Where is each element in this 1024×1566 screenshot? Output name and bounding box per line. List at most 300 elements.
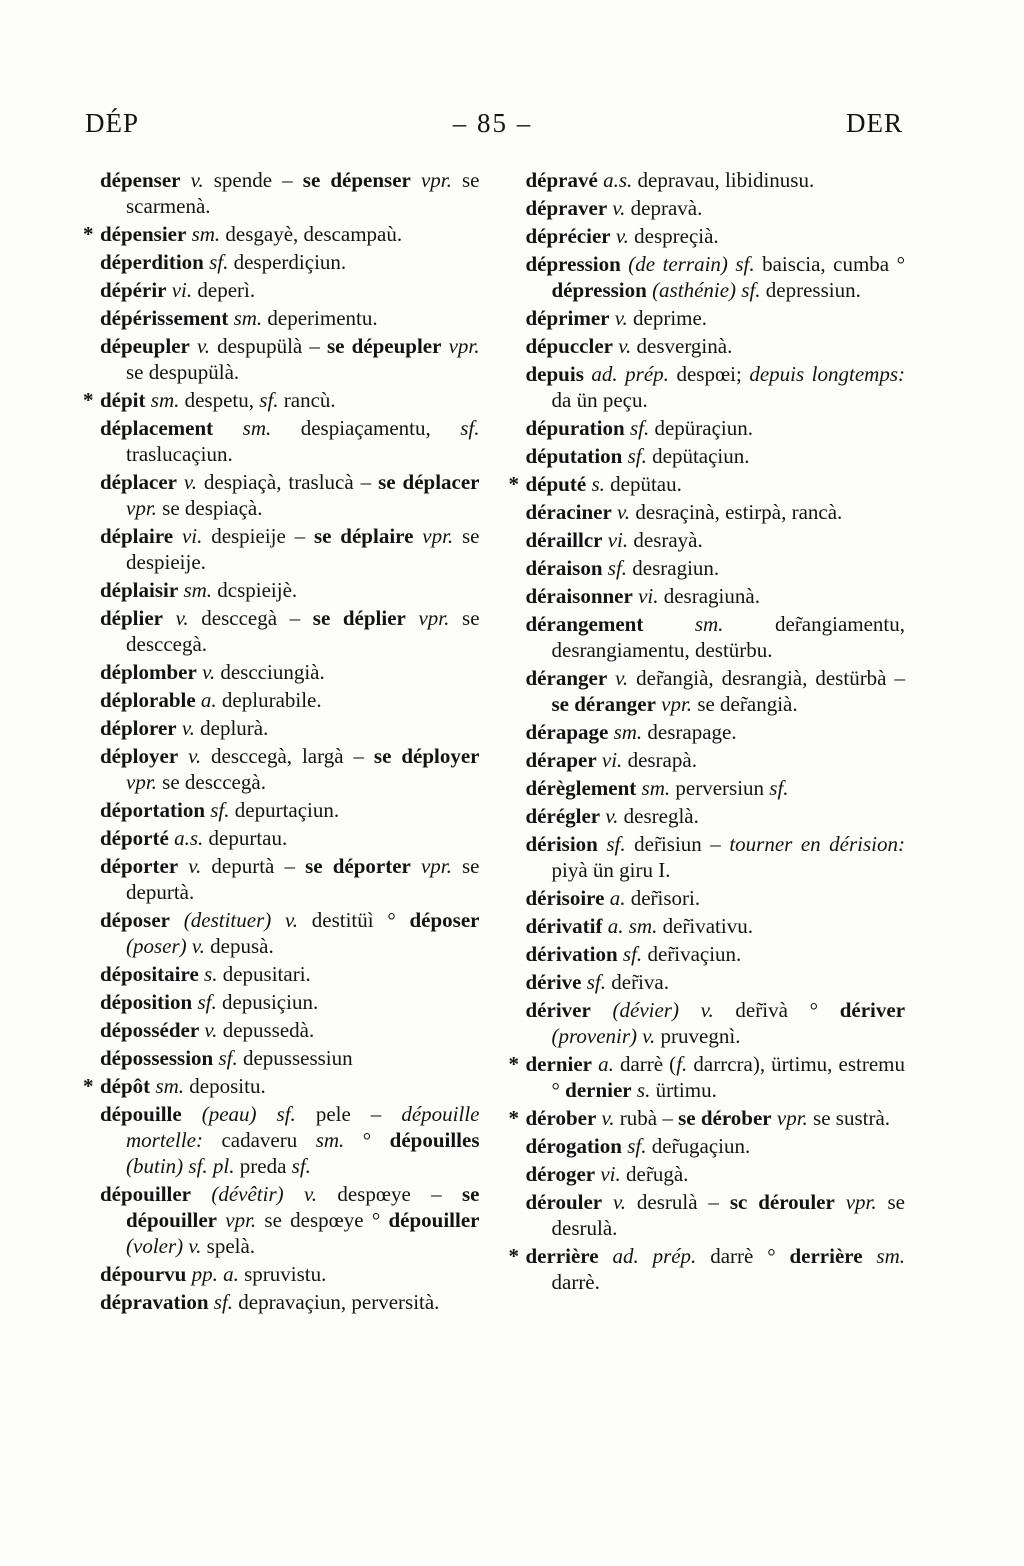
entry-translation: deperì.	[192, 278, 256, 302]
grammar-tag: vi.	[173, 524, 203, 548]
grammar-tag: sf.	[769, 776, 789, 800]
entry-headword: derrière	[525, 1244, 599, 1268]
grammar-tag: vpr.	[410, 854, 452, 878]
homonym-asterisk: *	[83, 388, 94, 412]
entry-translation: desragiun.	[627, 556, 720, 580]
dictionary-entry	[526, 223, 906, 249]
entry-headword: député	[525, 472, 587, 496]
grammar-tag: pp. a.	[186, 1262, 239, 1286]
grammar-tag: v.	[607, 196, 626, 220]
entry-translation: depussessiun	[237, 1046, 353, 1070]
entry-translation: spruvistu.	[238, 1262, 327, 1286]
entry-translation: perversiun	[670, 776, 770, 800]
header-right-guideword: DER	[845, 108, 903, 138]
grammar-tag: a.	[591, 1052, 614, 1076]
page-number: – 85 –	[452, 108, 533, 138]
dictionary-entry	[526, 1161, 906, 1187]
entry-translation: darrcra), ürtimu, estremu °	[551, 1052, 906, 1102]
grammar-tag: vpr.	[126, 770, 157, 794]
grammar-tag: sf.	[213, 1046, 238, 1070]
grammar-tag: a.s.	[597, 168, 633, 192]
entry-headword: déprécier	[525, 224, 611, 248]
dictionary-entry	[526, 499, 906, 525]
grammar-tag: v.	[611, 500, 631, 524]
grammar-tag: a.	[195, 688, 217, 712]
entry-translation: der̃ivaçiun.	[642, 942, 742, 966]
dictionary-entry	[526, 251, 906, 303]
grammar-tag: depuis longtemps:	[749, 362, 906, 386]
entry-translation: depositu.	[184, 1074, 266, 1098]
entry-headword: déposer	[100, 908, 170, 932]
dictionary-entry	[100, 1261, 480, 1287]
grammar-tag: sm.	[862, 1244, 905, 1268]
grammar-tag: v.	[180, 168, 204, 192]
entry-headword: dépouilles	[389, 1128, 480, 1152]
entry-headword: dériver	[839, 998, 906, 1022]
entry-translation: cadaveru	[202, 1128, 316, 1152]
grammar-tag: a.s.	[168, 826, 204, 850]
grammar-tag: vi.	[166, 278, 193, 302]
dictionary-entry	[526, 1189, 906, 1241]
entry-headword: depuis	[525, 362, 584, 386]
entry-headword: se dérober	[678, 1106, 772, 1130]
dictionary-entry	[100, 989, 480, 1015]
dictionary-entry	[526, 803, 906, 829]
entry-translation: depressiun.	[760, 278, 861, 302]
entry-translation: baiscia, cumba °	[754, 252, 905, 276]
grammar-tag: v.	[607, 666, 629, 690]
entry-translation: spende –	[203, 168, 303, 192]
grammar-tag: v.	[176, 470, 197, 494]
entry-translation: rubà –	[614, 1106, 679, 1130]
dictionary-entry	[526, 719, 906, 745]
entry-headword: déraciner	[525, 500, 612, 524]
entry-headword: se déplacer	[378, 470, 480, 494]
dictionary-entry	[83, 1073, 480, 1099]
dictionary-entry	[526, 583, 906, 609]
entry-headword: déplorable	[100, 688, 196, 712]
entry-translation: se desccegà.	[156, 770, 266, 794]
dictionary-entry	[100, 825, 480, 851]
grammar-tag: sf.	[203, 250, 229, 274]
entry-translation: se despœye °	[256, 1208, 389, 1232]
entry-headword: dépouiller	[100, 1182, 192, 1206]
grammar-tag: vi.	[632, 584, 659, 608]
grammar-tag: sm.	[608, 720, 643, 744]
grammar-tag: (poser) v.	[126, 934, 205, 958]
entry-headword: déraisonner	[525, 584, 633, 608]
entry-headword: dérivation	[525, 942, 618, 966]
dictionary-entry	[526, 415, 906, 441]
entry-headword: dérogation	[525, 1134, 622, 1158]
entry-headword: dépositaire	[100, 962, 199, 986]
entry-translation: depurtaçiun.	[229, 798, 340, 822]
grammar-tag: vpr.	[405, 606, 450, 630]
entry-translation: darrè °	[696, 1244, 790, 1268]
dictionary-entry	[100, 1181, 480, 1259]
entry-translation: desrulà –	[626, 1190, 730, 1214]
grammar-tag: vpr.	[771, 1106, 808, 1130]
entry-translation: depravau, libidinusu.	[632, 168, 815, 192]
entry-headword: dépression	[551, 278, 647, 302]
entry-headword: dérèglement	[525, 776, 637, 800]
homonym-asterisk: *	[508, 1052, 519, 1076]
grammar-tag: vpr.	[413, 524, 454, 548]
entry-translation: despœi;	[668, 362, 750, 386]
entry-translation: ürtimu.	[650, 1078, 717, 1102]
entry-translation: depravà.	[625, 196, 703, 220]
grammar-tag: (dévier) v.	[590, 998, 714, 1022]
dictionary-entry	[526, 885, 906, 911]
grammar-tag: sm.	[636, 776, 671, 800]
entry-translation: deperimentu.	[262, 306, 378, 330]
entry-translation: se desrulà.	[551, 1190, 906, 1240]
grammar-tag: v.	[600, 804, 619, 828]
grammar-tag: (butin) sf. pl.	[126, 1154, 235, 1178]
left-column	[83, 167, 480, 1317]
dictionary-entry	[508, 1051, 906, 1103]
entry-headword: dépit	[100, 388, 146, 412]
entry-headword: déplacement	[100, 416, 214, 440]
dictionary-entry	[100, 961, 480, 987]
dictionary-entry	[526, 611, 906, 663]
entry-headword: dérisoire	[525, 886, 605, 910]
grammar-tag: sf.	[208, 1290, 234, 1314]
entry-headword: dépourvu	[100, 1262, 187, 1286]
entry-headword: dépenser	[100, 168, 181, 192]
homonym-asterisk: *	[83, 222, 94, 246]
grammar-tag: vpr.	[217, 1208, 257, 1232]
entry-headword: se déranger	[551, 692, 656, 716]
dictionary-entry	[526, 1133, 906, 1159]
entry-headword: déplaire	[100, 524, 174, 548]
entry-headword: déraillcr	[525, 528, 603, 552]
header-left-guideword: DÉP	[85, 108, 140, 138]
entry-headword: députation	[525, 444, 623, 468]
dictionary-columns	[83, 167, 906, 1317]
dictionary-entry	[526, 665, 906, 717]
dictionary-entry	[100, 1017, 480, 1043]
entry-translation: despetu,	[179, 388, 260, 412]
entry-translation: der̃isiun –	[625, 832, 730, 856]
dictionary-entry	[100, 715, 480, 741]
dictionary-entry	[526, 913, 906, 939]
entry-headword: se déplier	[312, 606, 406, 630]
grammar-tag: v.	[609, 306, 628, 330]
dictionary-entry	[526, 527, 906, 553]
dictionary-entry	[100, 1101, 480, 1179]
grammar-tag: sm.	[315, 1128, 345, 1152]
dictionary-entry	[526, 443, 906, 469]
grammar-tag: (destituer) v.	[170, 908, 298, 932]
dictionary-entry	[83, 387, 480, 413]
right-column	[508, 167, 906, 1317]
entry-translation: traslucaçiun.	[126, 442, 233, 466]
dictionary-entry	[526, 747, 906, 773]
entry-headword: dépuccler	[525, 334, 613, 358]
entry-translation: se scarmenà.	[126, 168, 480, 218]
dictionary-entry	[526, 305, 906, 331]
grammar-tag: v.	[602, 1190, 627, 1214]
entry-headword: déposséder	[100, 1018, 200, 1042]
grammar-tag: (voler) v.	[126, 1234, 202, 1258]
entry-translation: piyà ün giru I.	[551, 858, 671, 882]
entry-translation: °	[344, 1128, 390, 1152]
dictionary-entry	[83, 221, 480, 247]
grammar-tag: v.	[163, 606, 189, 630]
entry-headword: sc dérouler	[729, 1190, 835, 1214]
entry-headword: dernier	[525, 1052, 592, 1076]
entry-translation: despœye –	[317, 1182, 462, 1206]
entry-translation: der̃angiamentu, desrangiamentu, destürbu.	[551, 612, 905, 662]
dictionary-entry	[100, 1045, 480, 1071]
entry-translation: depütaçiun.	[646, 444, 750, 468]
dictionary-entry	[100, 469, 480, 521]
entry-headword: dépérir	[100, 278, 167, 302]
dictionary-entry	[526, 167, 906, 193]
dictionary-entry	[100, 415, 480, 467]
dictionary-entry	[526, 941, 906, 967]
entry-headword: dépossession	[100, 1046, 214, 1070]
grammar-tag: vi.	[595, 1162, 621, 1186]
entry-translation: desperdiçiun.	[228, 250, 347, 274]
entry-headword: déranger	[525, 666, 608, 690]
dictionary-entry	[526, 555, 906, 581]
entry-headword: dérapage	[525, 720, 609, 744]
entry-translation: pruvegnì.	[655, 1024, 741, 1048]
entry-headword: déplorer	[100, 716, 177, 740]
entry-translation: desgayè, descampaù.	[220, 222, 403, 246]
grammar-tag: sm.	[228, 306, 263, 330]
entry-translation: der̃ugà.	[620, 1162, 689, 1186]
entry-headword: se déplaire	[313, 524, 414, 548]
grammar-tag: sm.	[643, 612, 724, 636]
entry-translation: descciungià.	[215, 660, 325, 684]
entry-translation: despupülà –	[209, 334, 327, 358]
dictionary-entry	[100, 907, 480, 959]
entry-headword: dérégler	[525, 804, 601, 828]
entry-headword: déplier	[100, 606, 163, 630]
entry-headword: dépravation	[100, 1290, 209, 1314]
grammar-tag: (de terrain) sf.	[620, 252, 755, 276]
grammar-tag: sm.	[186, 222, 221, 246]
grammar-tag: vi.	[602, 528, 629, 552]
entry-translation: preda	[234, 1154, 292, 1178]
entry-headword: déporter	[100, 854, 179, 878]
entry-headword: dépression	[525, 252, 621, 276]
entry-headword: déposition	[100, 990, 193, 1014]
grammar-tag: sf.	[621, 1134, 647, 1158]
grammar-tag: vi.	[596, 748, 623, 772]
entry-headword: dérober	[525, 1106, 597, 1130]
dictionary-entry	[526, 333, 906, 359]
dictionary-entry	[100, 167, 480, 219]
entry-translation: depusiçiun.	[216, 990, 319, 1014]
homonym-asterisk: *	[508, 1106, 519, 1130]
dictionary-entry	[526, 195, 906, 221]
dictionary-entry	[526, 969, 906, 995]
entry-translation: der̃angià, desrangià, destürbà –	[628, 666, 905, 690]
entry-translation: der̃isori.	[625, 886, 701, 910]
entry-headword: déprimer	[525, 306, 610, 330]
entry-translation: darrè.	[551, 1270, 600, 1294]
entry-headword: dériver	[525, 998, 591, 1022]
entry-translation: desragiunà.	[658, 584, 760, 608]
entry-translation: desrayà.	[628, 528, 703, 552]
entry-translation: desraçinà, estirpà, rancà.	[630, 500, 843, 524]
grammar-tag: sf.	[624, 416, 650, 440]
entry-headword: dépérissement	[100, 306, 229, 330]
dictionary-entry	[508, 1243, 906, 1295]
entry-headword: dépravé	[525, 168, 598, 192]
entry-headword: dérivatif	[525, 914, 603, 938]
entry-headword: se déporter	[305, 854, 411, 878]
entry-headword: se dépeupler	[327, 334, 442, 358]
entry-headword: déposer	[409, 908, 480, 932]
dictionary-entry	[100, 277, 480, 303]
entry-translation: der̃ivativu.	[657, 914, 753, 938]
grammar-tag: v.	[596, 1106, 615, 1130]
homonym-asterisk: *	[508, 472, 519, 496]
dictionary-entry	[100, 305, 480, 331]
dictionary-entry	[100, 687, 480, 713]
grammar-tag: vpr.	[410, 168, 452, 192]
grammar-tag: v.	[199, 1018, 218, 1042]
entry-translation: depusitari.	[217, 962, 311, 986]
grammar-tag: a. sm.	[602, 914, 658, 938]
entry-headword: dépeupler	[100, 334, 190, 358]
entry-headword: dérive	[525, 970, 582, 994]
entry-translation: pele –	[295, 1102, 402, 1126]
entry-translation: despreçià.	[628, 224, 719, 248]
grammar-tag: v.	[178, 744, 202, 768]
entry-translation: desccegà, largà –	[201, 744, 374, 768]
grammar-tag: sf.	[291, 1154, 311, 1178]
dictionary-entry	[508, 1105, 906, 1131]
entry-translation: se despieije.	[126, 524, 480, 574]
entry-headword: dépôt	[100, 1074, 151, 1098]
entry-translation: se der̃angià.	[692, 692, 798, 716]
dictionary-entry	[100, 249, 480, 275]
entry-translation: se sustrà.	[807, 1106, 891, 1130]
entry-translation: despiaçà, traslucà –	[196, 470, 379, 494]
entry-translation: desreglà.	[618, 804, 699, 828]
grammar-tag: v.	[610, 224, 629, 248]
grammar-tag: sm.	[150, 1074, 185, 1098]
entry-translation: der̃iva.	[606, 970, 669, 994]
dictionary-entry	[526, 361, 906, 413]
grammar-tag: vpr.	[126, 496, 157, 520]
entry-headword: dépraver	[525, 196, 608, 220]
entry-headword: se dépouiller	[126, 1182, 480, 1232]
grammar-tag: s.	[631, 1078, 651, 1102]
entry-translation: desccegà –	[188, 606, 313, 630]
grammar-tag: sf.	[259, 388, 279, 412]
dictionary-entry	[100, 605, 480, 657]
grammar-tag: sf.	[581, 970, 606, 994]
grammar-tag: v.	[189, 334, 210, 358]
entry-translation: deprime.	[627, 306, 708, 330]
entry-translation: se despiaçà.	[156, 496, 263, 520]
grammar-tag: v.	[176, 716, 195, 740]
entry-translation: depütau.	[604, 472, 682, 496]
entry-translation: se despupülà.	[126, 360, 240, 384]
dictionary-entry	[526, 775, 906, 801]
entry-translation: desrapà.	[622, 748, 697, 772]
entry-translation: depravaçiun, perversità.	[233, 1290, 440, 1314]
entry-translation: spelà.	[201, 1234, 256, 1258]
entry-translation: depussedà.	[217, 1018, 315, 1042]
entry-headword: déplaisir	[100, 578, 179, 602]
entry-translation: se depurtà.	[126, 854, 480, 904]
entry-headword: déporté	[100, 826, 169, 850]
entry-headword: dérangement	[525, 612, 644, 636]
grammar-tag: (provenir) v.	[551, 1024, 656, 1048]
grammar-tag: s.	[198, 962, 218, 986]
grammar-tag: v.	[612, 334, 632, 358]
entry-translation: despieije –	[202, 524, 314, 548]
entry-translation: se desccegà.	[126, 606, 480, 656]
entry-headword: dépouille	[100, 1102, 182, 1126]
grammar-tag: f.	[676, 1052, 688, 1076]
grammar-tag: (dévêtir) v.	[191, 1182, 317, 1206]
grammar-tag: sf.	[622, 444, 647, 468]
entry-translation: depurtau.	[203, 826, 288, 850]
entry-headword: déroger	[525, 1162, 596, 1186]
grammar-tag: (peau) sf.	[181, 1102, 296, 1126]
dictionary-entry	[526, 997, 906, 1049]
entry-headword: déplacer	[100, 470, 177, 494]
entry-translation: destitüì °	[298, 908, 410, 932]
dictionary-entry	[100, 523, 480, 575]
dictionary-entry	[100, 797, 480, 823]
grammar-tag: s.	[586, 472, 605, 496]
grammar-tag: ad. prép.	[583, 362, 669, 386]
entry-headword: dernier	[565, 1078, 632, 1102]
entry-headword: déplomber	[100, 660, 197, 684]
entry-headword: dérouler	[525, 1190, 603, 1214]
grammar-tag: sf.	[617, 942, 643, 966]
grammar-tag: v.	[196, 660, 216, 684]
entry-headword: déployer	[100, 744, 179, 768]
dictionary-entry	[526, 831, 906, 883]
entry-headword: se dépenser	[302, 168, 411, 192]
dictionary-entry	[100, 853, 480, 905]
homonym-asterisk: *	[83, 1074, 94, 1098]
grammar-tag: v.	[178, 854, 202, 878]
entry-translation: desrapage.	[642, 720, 737, 744]
entry-translation: der̃ivà °	[713, 998, 840, 1022]
dictionary-entry	[100, 743, 480, 795]
entry-headword: déportation	[100, 798, 205, 822]
grammar-tag: sf.	[602, 556, 628, 580]
grammar-tag: a.	[604, 886, 626, 910]
grammar-tag: tourner en dérision:	[729, 832, 906, 856]
page-header	[85, 108, 903, 139]
entry-translation: da ün peçu.	[551, 388, 648, 412]
entry-headword: dépensier	[100, 222, 187, 246]
entry-headword: dépuration	[525, 416, 625, 440]
entry-translation: despiaçamentu,	[271, 416, 461, 440]
entry-translation: desverginà.	[631, 334, 733, 358]
grammar-tag: vpr.	[655, 692, 693, 716]
grammar-tag: sf.	[192, 990, 217, 1014]
grammar-tag: ad. prép.	[598, 1244, 697, 1268]
dictionary-entry	[100, 1289, 480, 1315]
grammar-tag: sf.	[597, 832, 626, 856]
grammar-tag: sf.	[205, 798, 230, 822]
entry-headword: se déployer	[373, 744, 480, 768]
